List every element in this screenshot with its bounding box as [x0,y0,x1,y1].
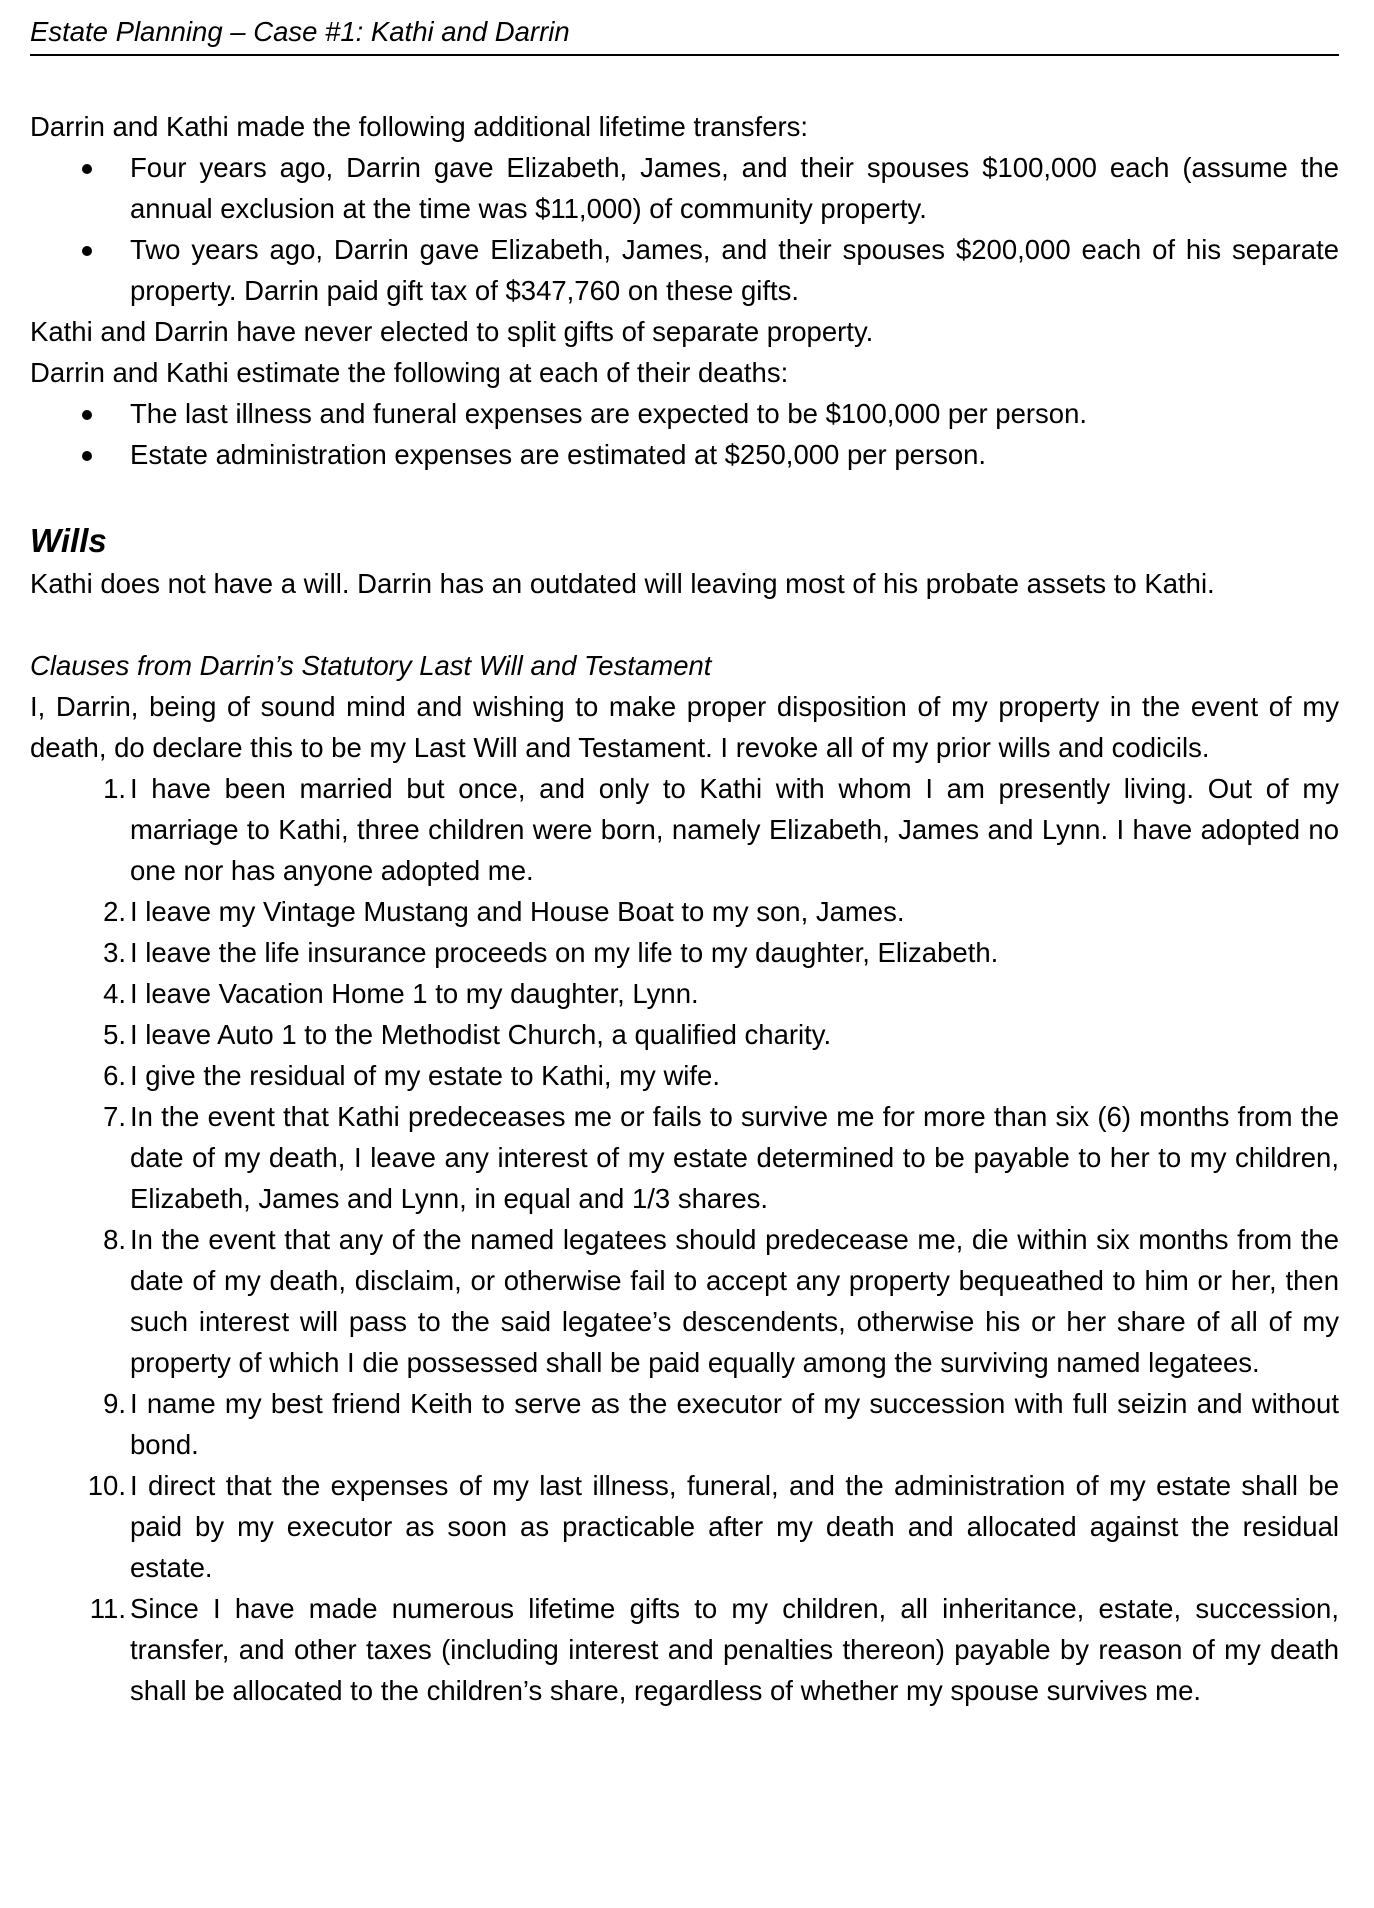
document-page [30,0,1339,1711]
list-item: 4. I leave Vacation Home 1 to my daughter, Lynn. [103,978,699,1009]
estimates-intro: Darrin and Kathi estimate the following at each of their deaths: [30,357,789,388]
list-item: Two years ago, Darrin gave Elizabeth, James, and their spouses $200,000 each of his separate property. Darrin paid gift tax of $347,760 on these gifts. [30,229,1339,311]
list-item: 5. I leave Auto 1 to the Methodist Church, a qualified charity. [103,1019,832,1050]
transfers-intro: Darrin and Kathi made the following additional lifetime transfers: [30,111,809,142]
clauses-title: Clauses from Darrin’s Statutory Last Will and Testament [30,650,712,681]
will-clauses-list [30,768,1339,1711]
bullet-icon [82,164,92,174]
estimates-list [30,393,1339,475]
list-item: Estate administration expenses are estimated at $250,000 per person. [30,434,1339,475]
transfers-list [30,147,1339,311]
bullet-icon [82,451,92,461]
split-gifts-note: Kathi and Darrin have never elected to split gifts of separate property. [30,316,874,347]
list-item: 10. I direct that the expenses of my last illness, funeral, and the administration of my estate shall be paid by my executor as soon as practicable after my death and allocated against the residual estate. [87,1470,1339,1583]
list-item: 1. I have been married but once, and only to Kathi with whom I am presently living. Out of my marriage to Kathi, three children were born, namely Elizabeth, James and Lynn. I have adopted no one nor has anyone adopted me. [103,773,1339,886]
page-header: Estate Planning – Case #1: Kathi and Darrin [30,12,1339,56]
bullet-icon [82,410,92,420]
list-item: 3. I leave the life insurance proceeds on my life to my daughter, Elizabeth. [103,937,999,968]
list-item: The last illness and funeral expenses are expected to be $100,000 per person. [30,393,1339,434]
list-item: 7. In the event that Kathi predeceases me or fails to survive me for more than six (6) months from the date of my death, I leave any interest of my estate determined to be payable to her to my children, Elizabeth, James and Lynn, in equal and 1/3 shares. [103,1101,1339,1214]
will-preamble: I, Darrin, being of sound mind and wishing to make proper disposition of my property in the event of my death, do declare this to be my Last Will and Testament. I revoke all of my prior wills and codicils. [30,691,1339,763]
wills-heading: Wills [30,522,107,559]
list-item: 11. Since I have made numerous lifetime gifts to my children, all inheritance, estate, succession, transfer, and other taxes (including interest and penalties thereon) payable by reason of my death shall be allocated to the children’s share, regardless of whether my spouse survives me. [89,1593,1339,1706]
list-item: Four years ago, Darrin gave Elizabeth, James, and their spouses $100,000 each (assume the annual exclusion at the time was $11,000) of community property. [30,147,1339,229]
list-item: 8. In the event that any of the named legatees should predecease me, die within six months from the date of my death, disclaim, or otherwise fail to accept any property bequeathed to him or her, then such interest will pass to the said legatee’s descendents, otherwise his or her share of all of my property of which I die possessed shall be paid equally among the surviving named legatees. [103,1224,1339,1378]
bullet-icon [82,246,92,256]
list-item: 2. I leave my Vintage Mustang and House Boat to my son, James. [103,896,905,927]
wills-summary: Kathi does not have a will. Darrin has an outdated will leaving most of his probate assets to Kathi. [30,568,1215,599]
list-item: 9. I name my best friend Keith to serve as the executor of my succession with full seizin and without bond. [103,1388,1339,1460]
list-item: 6. I give the residual of my estate to Kathi, my wife. [103,1060,720,1091]
